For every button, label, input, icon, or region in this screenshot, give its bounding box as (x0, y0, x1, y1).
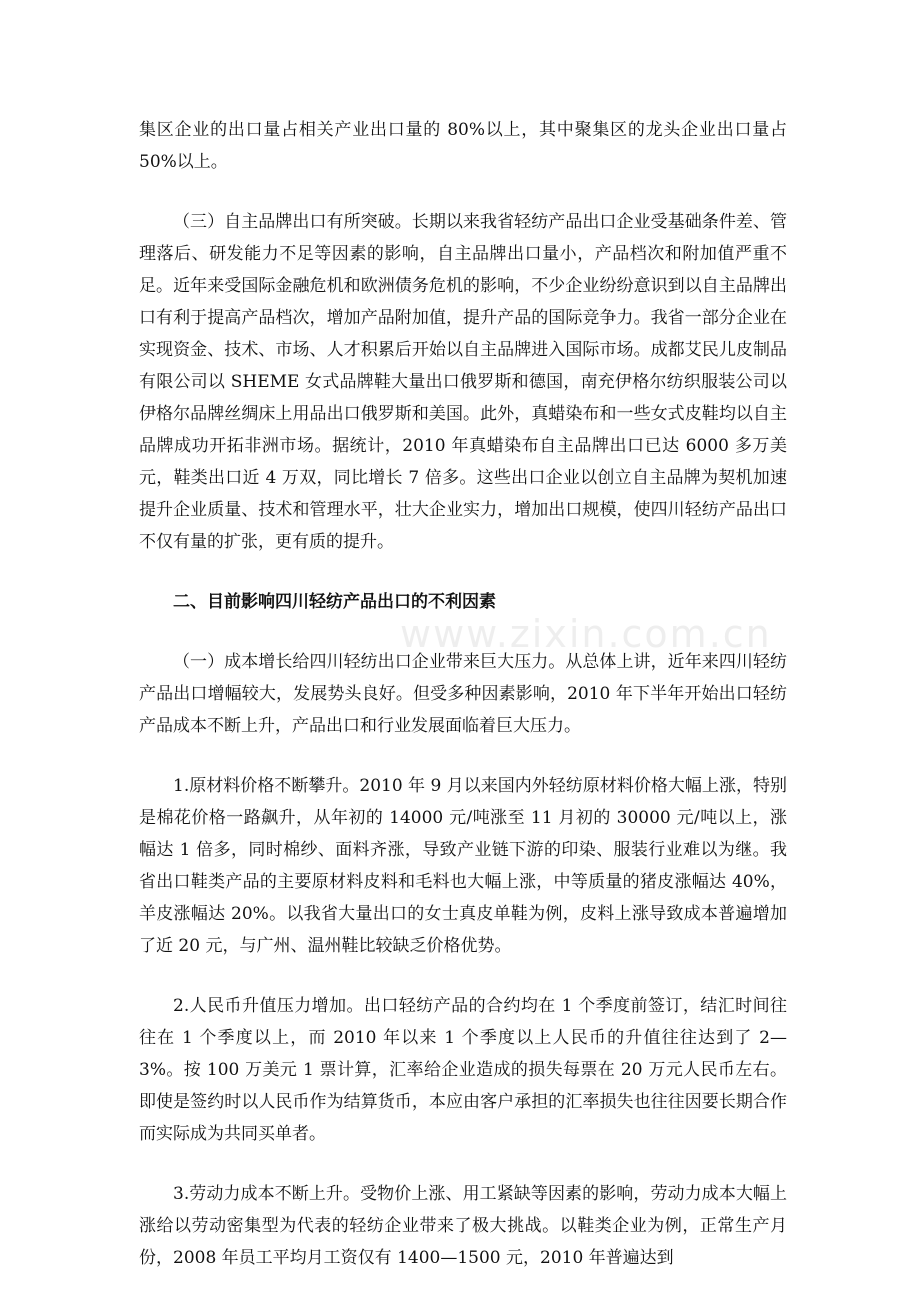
paragraph-raw-materials: 1.原材料价格不断攀升。2010 年 9 月以来国内外轻纺原材料价格大幅上涨，特别是棉花价格一路飙升，从年初的 14000 元/吨涨至 11 月初的 30000 元/吨以上，涨幅达 1 倍多，同时棉纱、面料齐涨，导致产业链下游的印染、服装行业难以为继。我省出口鞋类产品的主要原材料皮料和毛料也大幅上涨，中等质量的猪皮涨幅达 40%，羊皮涨幅达 20%。以我省大量出口的女士真皮单鞋为例，皮料上涨导致成本普遍增加了近 20 元，与广州、温州鞋比较缺乏价格优势。 (139, 776, 787, 956)
watermark: www.zixin.com.cn (400, 612, 772, 656)
document-body (139, 114, 787, 1302)
paragraph-labor-cost: 3.劳动力成本不断上升。受物价上涨、用工紧缺等因素的影响，劳动力成本大幅上涨给以劳动密集型为代表的轻纺企业带来了极大挑战。以鞋类企业为例，正常生产月份，2008 年员工平均月工资仅有 1400—1500 元，2010 年普遍达到 (139, 1184, 787, 1268)
paragraph-continuation: 集区企业的出口量占相关产业出口量的 80%以上，其中聚集区的龙头企业出口量占 50%以上。 (139, 120, 787, 172)
paragraph-rmb-appreciation: 2.人民币升值压力增加。出口轻纺产品的合约均在 1 个季度前签订，结汇时间往往在 1 个季度以上，而 2010 年以来 1 个季度以上人民币的升值往往达到了 2—3%。按 100 万美元 1 票计算，汇率给企业造成的损失每票在 20 万元人民币左右。即使是签约时以人民币作为结算货币，本应由客户承担的汇率损失也往往因要长期合作而实际成为共同买单者。 (139, 996, 787, 1144)
paragraph-own-brand-export: （三）自主品牌出口有所突破。长期以来我省轻纺产品出口企业受基础条件差、管理落后、研发能力不足等因素的影响，自主品牌出口量小，产品档次和附加值严重不足。近年来受国际金融危机和欧洲债务危机的影响，不少企业纷纷意识到以自主品牌出口有利于提高产品档次，增加产品附加值，提升产品的国际竞争力。我省一部分企业在实现资金、技术、市场、人才积累后开始以自主品牌进入国际市场。成都艾民儿皮制品有限公司以 SHEME 女式品牌鞋大量出口俄罗斯和德国，南充伊格尔纺织服装公司以伊格尔品牌丝绸床上用品出口俄罗斯和美国。此外，真蜡染布和一些女式皮鞋均以自主品牌成功开拓非洲市场。据统计，2010 年真蜡染布自主品牌出口已达 6000 多万美元，鞋类出口近 4 万双，同比增长 7 倍多。这些出口企业以创立自主品牌为契机加速提升企业质量、技术和管理水平，壮大企业实力，增加出口规模，使四川轻纺产品出口不仅有量的扩张，更有质的提升。 (139, 212, 787, 552)
paragraph-cost-pressure: （一）成本增长给四川轻纺出口企业带来巨大压力。从总体上讲，近年来四川轻纺产品出口增幅较大，发展势头良好。但受多种因素影响，2010 年下半年开始出口轻纺产品成本不断上升，产品出口和行业发展面临着巨大压力。 (139, 652, 787, 736)
section-heading: 二、目前影响四川轻纺产品出口的不利因素 (173, 592, 496, 612)
